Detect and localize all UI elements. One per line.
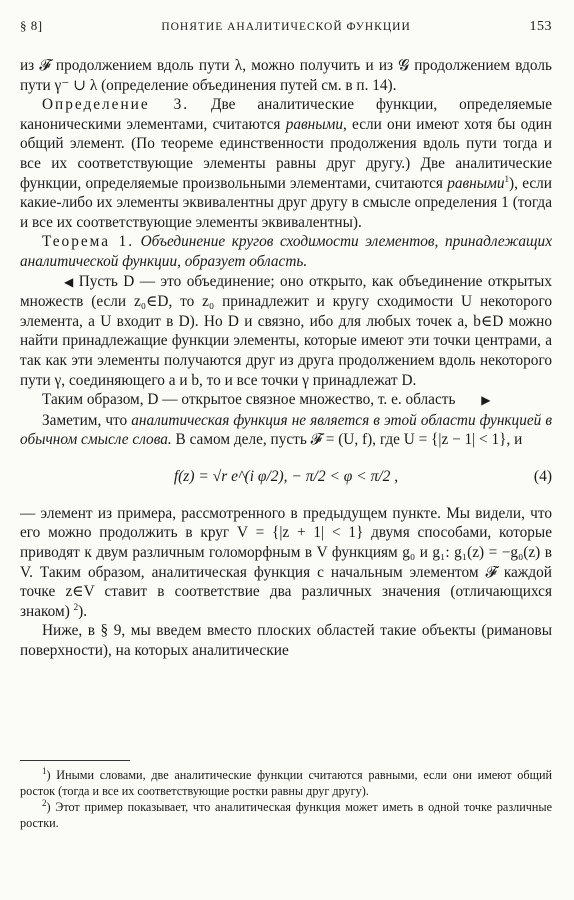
after-formula-text-a: — элемент из примера, рассмотренного в предыдущем пункте. Мы видели, что его можно продолжить в круг V = {|z + 1| < 1} двумя способами, которые приводят к двум различным голоморфным в V функциям g₀ и g₁: g₁(z) = −g₀(z) в V. Таким образом, аналитическая функция с начальным элементом 𝓕 каждой точке z∈V ставит в соответствие два различных значения (отличающихся знаком) bbox=[20, 504, 552, 620]
paragraph-continuation: из 𝓕 продолжением вдоль пути λ, можно получить и из 𝓖 продолжением вдоль пути γ⁻ ∪ λ (определение объединения путей см. в п. 14). bbox=[20, 57, 552, 94]
remark-paragraph bbox=[20, 411, 552, 450]
footnote-2-text: ) Этот пример показывает, что аналитическая функция может иметь в одной точке различные ростки. bbox=[20, 800, 552, 830]
conclusion-text: Таким образом, D — открытое связное множество, т. е. область bbox=[42, 391, 460, 409]
proof-paragraph bbox=[20, 272, 552, 391]
remark-text-a: Заметим, что bbox=[42, 411, 132, 429]
definition-label: Определение 3. bbox=[42, 96, 190, 114]
formula-number: (4) bbox=[533, 467, 552, 485]
footnote-marker-2: 2 bbox=[73, 601, 79, 612]
footnote-2-mark: 2 bbox=[42, 797, 47, 808]
definition-term-equal-2: равными bbox=[447, 174, 505, 192]
theorem-statement: Объединение кругов сходимости элементов, принадлежащих аналитической функции, образует область. bbox=[20, 233, 552, 270]
display-formula bbox=[20, 452, 552, 502]
footnote-1-text: ) Иными словами, две аналитические функции считаются равными, если они имеют общий росток (тогда и все их соответствующие ростки равны друг другу). bbox=[20, 768, 552, 798]
main-text bbox=[20, 56, 552, 661]
footnote-2 bbox=[20, 799, 552, 831]
running-header bbox=[20, 18, 552, 40]
section-reference: § 8] bbox=[20, 18, 43, 33]
running-title: ПОНЯТИЕ АНАЛИТИЧЕСКОЙ ФУНКЦИИ bbox=[161, 21, 411, 33]
remark-text-b: В самом деле, пусть 𝓕 = (U, f), где U = {|z − 1| < 1}, и bbox=[171, 431, 523, 449]
after-formula-text-b: ). bbox=[78, 602, 88, 620]
footnote-1-mark: 1 bbox=[42, 765, 47, 776]
footnote-marker-1: 1 bbox=[504, 173, 510, 184]
definition-text-b: , если они имеют хотя бы один общий элемент. (По теореме единственности продолжения вдоль пути тогда и все их соответствующие элементы равны друг другу.) Две аналитические функции, определяемые произвольными элементами, считаются bbox=[20, 115, 552, 192]
definition-term-equal: равными bbox=[285, 115, 343, 133]
theorem-label: Теорема 1. bbox=[42, 233, 135, 251]
definition-3 bbox=[20, 95, 552, 232]
proof-end-triangle-icon: ▶ bbox=[481, 393, 491, 408]
footnote-divider bbox=[20, 760, 130, 761]
proof-start-triangle-icon: ◀ bbox=[64, 274, 74, 289]
remark-emphasis: аналитическая функция не является в этой области функцией в обычном смысле слова. bbox=[20, 411, 552, 449]
definition-text-c: ), если какие-либо их элементы эквивалентны друг другу в смысле определения 1 (тогда и все их соответствующие элементы эквивалентны). bbox=[20, 174, 552, 231]
page-number: 153 bbox=[529, 19, 552, 34]
definition-text-a: Две аналитические функции, определяемые каноническими элементами, считаются bbox=[20, 96, 552, 133]
paragraph-after-formula bbox=[20, 504, 552, 622]
proof-conclusion bbox=[20, 390, 552, 411]
last-paragraph: Ниже, в § 9, мы введем вместо плоских областей такие объекты (римановы поверхности), на которых аналитические bbox=[20, 622, 552, 660]
proof-text: Пусть D — это объединение; оно открыто, как объединение открытых множеств (если z₀∈D, то z₀ принадлежит и кругу сходимости U некоторого элемента, а U входит в D). Но D и связно, ибо для любых точек a, b∈D можно найти принадлежащие функции элементы, которые имеют эти точки центрами, а так как эти элементы получаются друг из друга продолжением вдоль некоторого пути γ, соединяющего a и b, то и все точки γ принадлежат D. bbox=[20, 272, 552, 389]
footnotes bbox=[20, 760, 552, 831]
footnote-1 bbox=[20, 767, 552, 799]
formula-expression: f(z) = √r e^(i φ/2), − π/2 < φ < π/2 , bbox=[173, 468, 399, 486]
theorem-1 bbox=[20, 232, 552, 271]
